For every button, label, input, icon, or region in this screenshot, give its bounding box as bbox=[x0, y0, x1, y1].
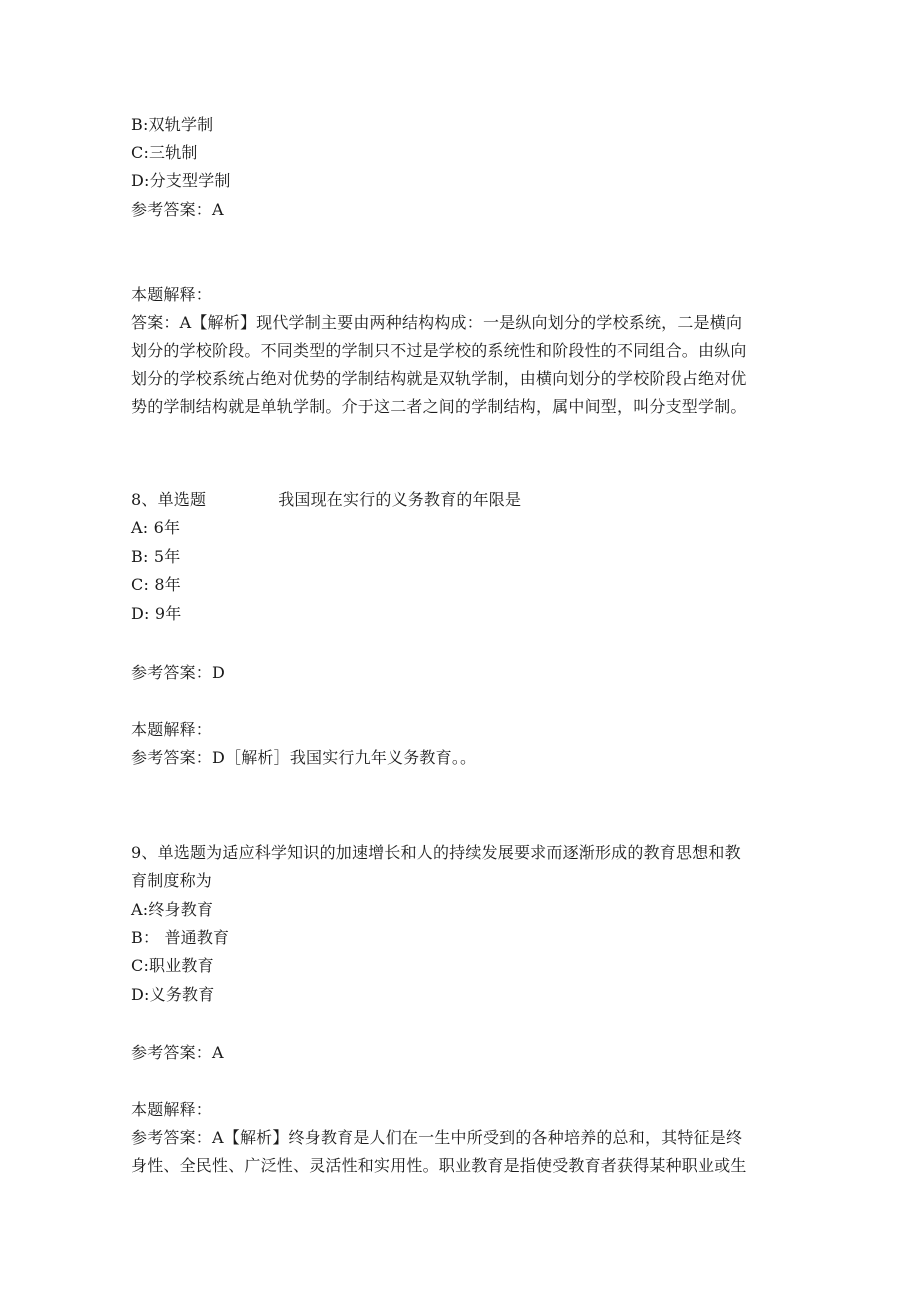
question-header bbox=[131, 490, 521, 510]
question-number-type: 8、单选题 bbox=[131, 490, 207, 509]
explanation-label: 本题解释： bbox=[131, 285, 213, 304]
reference-answer: 参考答案：A bbox=[131, 1043, 224, 1062]
explanation-line: 势的学制结构就是单轨学制。介于这二者之间的学制结构，属中间型，叫分支型学制。 bbox=[131, 397, 747, 416]
option-c: C:职业教育 bbox=[131, 956, 214, 975]
question-stem-line: 9、单选题为适应科学知识的加速增长和人的持续发展要求而逐渐形成的教育思想和教 bbox=[131, 843, 741, 862]
explanation-line: 划分的学校系统占绝对优势的学制结构就是双轨学制，由横向划分的学校阶段占绝对优 bbox=[131, 369, 747, 388]
explanation-line: 答案：A【解析】现代学制主要由两种结构构成：一是纵向划分的学校系统，二是横向 bbox=[131, 313, 743, 332]
option-a: A: 6年 bbox=[131, 518, 181, 537]
explanation-line: 参考答案：D［解析］我国实行九年义务教育。。 bbox=[131, 748, 477, 767]
reference-answer: 参考答案：D bbox=[131, 663, 226, 682]
explanation-line: 参考答案：A【解析】终身教育是人们在一生中所受到的各种培养的总和，其特征是终 bbox=[131, 1128, 743, 1147]
option-c: C:三轨制 bbox=[131, 143, 198, 162]
option-b: B: 5年 bbox=[131, 547, 181, 566]
option-b: B： 普通教育 bbox=[131, 928, 230, 947]
option-c: C: 8年 bbox=[131, 575, 181, 594]
reference-answer: 参考答案：A bbox=[131, 200, 224, 219]
option-d: D:义务教育 bbox=[131, 985, 215, 1004]
option-b: B:双轨学制 bbox=[131, 115, 214, 134]
option-d: D: 9年 bbox=[131, 604, 182, 623]
option-a: A:终身教育 bbox=[131, 900, 214, 919]
explanation-label: 本题解释： bbox=[131, 720, 213, 739]
question-stem: 我国现在实行的义务教育的年限是 bbox=[278, 490, 522, 509]
option-d: D:分支型学制 bbox=[131, 171, 231, 190]
question-stem-line: 育制度称为 bbox=[131, 871, 213, 890]
explanation-label: 本题解释： bbox=[131, 1100, 213, 1119]
explanation-line: 划分的学校阶段。不同类型的学制只不过是学校的系统性和阶段性的不同组合。由纵向 bbox=[131, 341, 747, 360]
explanation-line: 身性、全民性、广泛性、灵活性和实用性。职业教育是指使受教育者获得某种职业或生 bbox=[131, 1156, 747, 1175]
